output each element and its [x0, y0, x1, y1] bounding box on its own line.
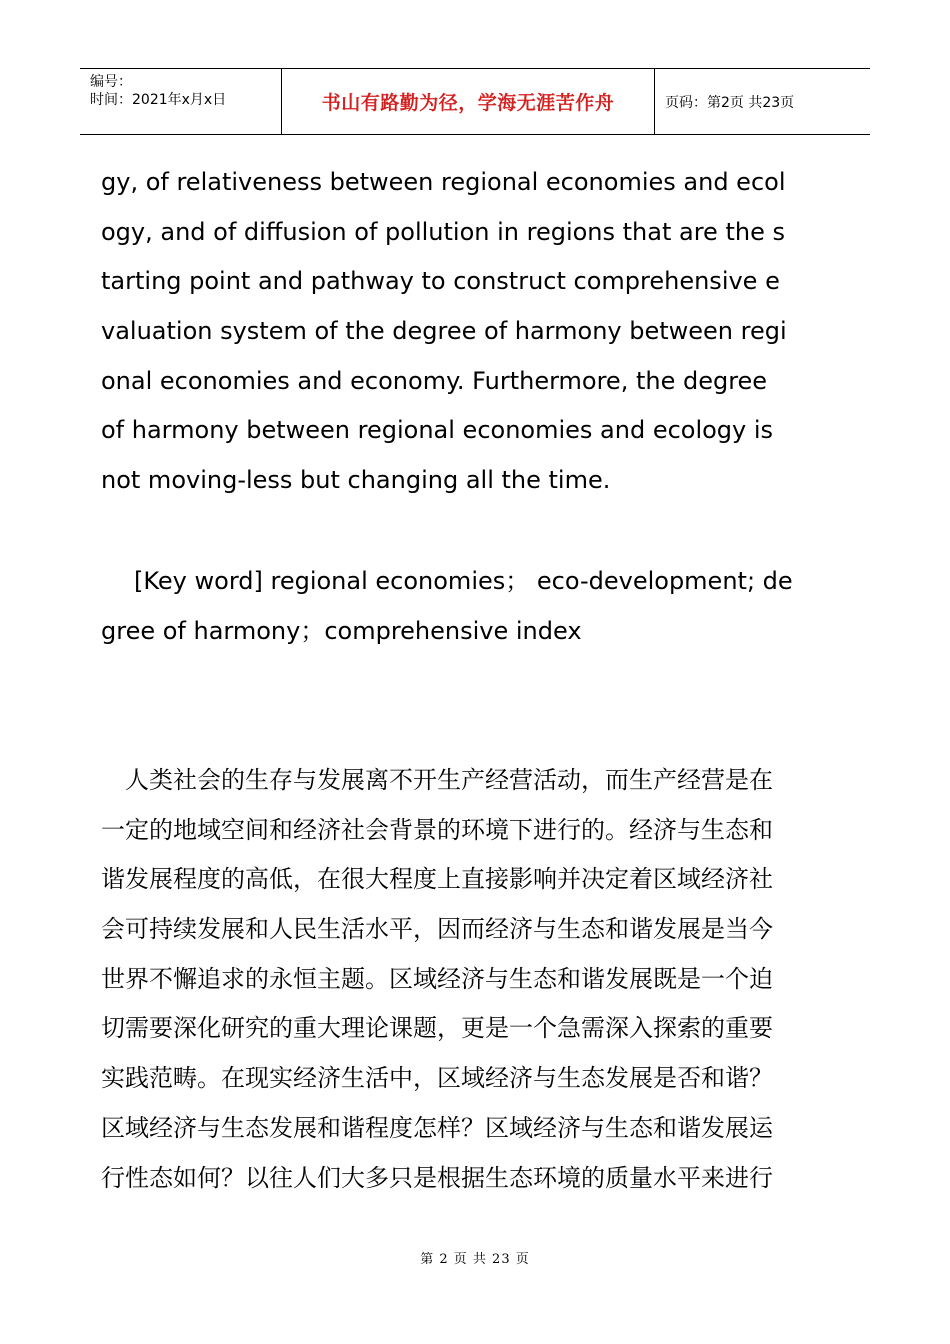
keywords-line: gree of harmony；comprehensive index	[101, 616, 582, 645]
abstract-line: gy, of relativeness between regional economies and ecol	[101, 168, 786, 196]
abstract-line: onal economies and economy. Furthermore, the degree	[101, 366, 768, 395]
body-line: 一定的地域空间和经济社会背景的环境下进行的。经济与生态和	[101, 815, 773, 844]
abstract-line: not moving-less but changing all the time.	[101, 466, 611, 495]
chinese-body	[101, 756, 841, 1203]
body-line: 世界不懈追求的永恒主题。区域经济与生态和谐发展既是一个迫	[101, 964, 773, 993]
english-abstract	[101, 158, 841, 506]
body-line: 区域经济与生态发展和谐程度怎样？区域经济与生态和谐发展运	[101, 1113, 773, 1142]
body-line: 会可持续发展和人民生活水平，因而经济与生态和谐发展是当今	[101, 915, 773, 944]
header-page-info: 页码：第2页 共23页	[665, 94, 795, 111]
serial-label: 编号：	[90, 74, 132, 90]
date-label: 时间：2021年x月x日	[90, 92, 227, 108]
keywords	[101, 557, 841, 656]
abstract-line: tarting point and pathway to construct comprehensive e	[101, 267, 780, 296]
header-motto: 书山有路勤为径，学海无涯苦作舟	[282, 69, 655, 134]
body-line: 人类社会的生存与发展离不开生产经营活动，而生产经营是在	[125, 766, 773, 794]
page-header	[80, 68, 870, 135]
header-meta	[80, 69, 282, 134]
body-line: 行性态如何？以往人们大多只是根据生态环境的质量水平来进行	[101, 1163, 773, 1192]
body-line: 切需要深化研究的重大理论课题，更是一个急需深入探索的重要	[101, 1014, 773, 1043]
body-line: 谐发展程度的高低，在很大程度上直接影响并决定着区域经济社	[101, 865, 773, 894]
keywords-line: [Key word] regional economies； eco-development; de	[134, 567, 793, 595]
abstract-line: ogy, and of diffusion of pollution in regions that are the s	[101, 217, 785, 246]
body-line: 实践范畴。在现实经济生活中，区域经济与生态发展是否和谐？	[101, 1064, 773, 1093]
abstract-line: of harmony between regional economies and ecology is	[101, 416, 774, 445]
page-footer: 第 2 页 共 23 页	[420, 1252, 530, 1267]
abstract-line: valuation system of the degree of harmony between regi	[101, 317, 787, 346]
